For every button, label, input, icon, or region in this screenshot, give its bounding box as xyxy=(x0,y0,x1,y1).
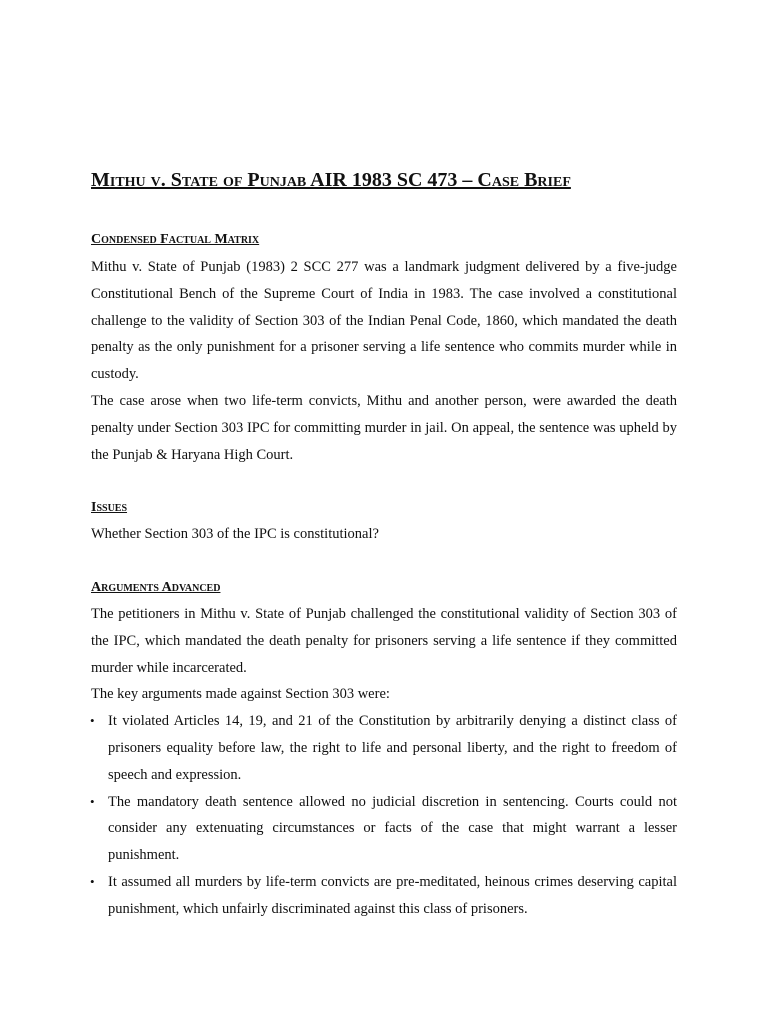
list-item xyxy=(90,708,677,788)
section-arguments xyxy=(91,578,677,923)
arguments-bullet-list xyxy=(91,708,677,922)
section-facts xyxy=(91,230,677,468)
list-item xyxy=(90,869,677,923)
bullet-icon: • xyxy=(90,873,95,889)
section-heading-issues: Issues xyxy=(91,500,128,515)
arguments-paragraph-2: The key arguments made against Section 303 were: xyxy=(91,686,390,703)
section-issues xyxy=(91,498,677,548)
section-heading-arguments: Arguments Advanced xyxy=(91,580,221,595)
facts-paragraph-1: Mithu v. State of Punjab (1983) 2 SCC 277 was a landmark judgment delivered by a five-judge Constitutional Bench of the Supreme Court of India in 1983. The case involved a constitutional challenge to the validity of Section 303 of the Indian Penal Code, 1860, which mandated the death penalty as the only punishment for a prisoner serving a life sentence who commits murder while in custody. xyxy=(91,259,677,383)
bullet-text: The mandatory death sentence allowed no judicial discretion in sentencing. Courts could not consider any extenuating circumstances or facts of the case that might warrant a lesser punishment. xyxy=(108,793,677,864)
facts-paragraph-2: The case arose when two life-term convicts, Mithu and another person, were awarded the death penalty under Section 303 IPC for committing murder in jail. On appeal, the sentence was upheld by the Punjab & Haryana High Court. xyxy=(91,392,677,463)
bullet-text: It assumed all murders by life-term convicts are pre-meditated, heinous crimes deserving capital punishment, which unfairly discriminated against this class of prisoners. xyxy=(108,873,677,917)
page-title: Mithu v. State of Punjab AIR 1983 SC 473 – Case Brief xyxy=(91,169,571,191)
section-heading-facts: Condensed Factual Matrix xyxy=(91,232,260,247)
list-item xyxy=(90,789,677,869)
bullet-text: It violated Articles 14, 19, and 21 of the Constitution by arbitrarily denying a distinct class of prisoners equality before law, the right to life and personal liberty, and the right to freedom of speech and expression. xyxy=(108,713,677,783)
issues-paragraph-1: Whether Section 303 of the IPC is constitutional? xyxy=(91,526,379,542)
bullet-icon: • xyxy=(90,793,95,809)
arguments-paragraph-1: The petitioners in Mithu v. State of Punjab challenged the constitutional validity of Section 303 of the IPC, which mandated the death penalty for prisoners serving a life sentence if they committed murder while incarcerated. xyxy=(91,606,677,676)
document-page xyxy=(91,0,677,1024)
bullet-icon: • xyxy=(90,713,95,729)
